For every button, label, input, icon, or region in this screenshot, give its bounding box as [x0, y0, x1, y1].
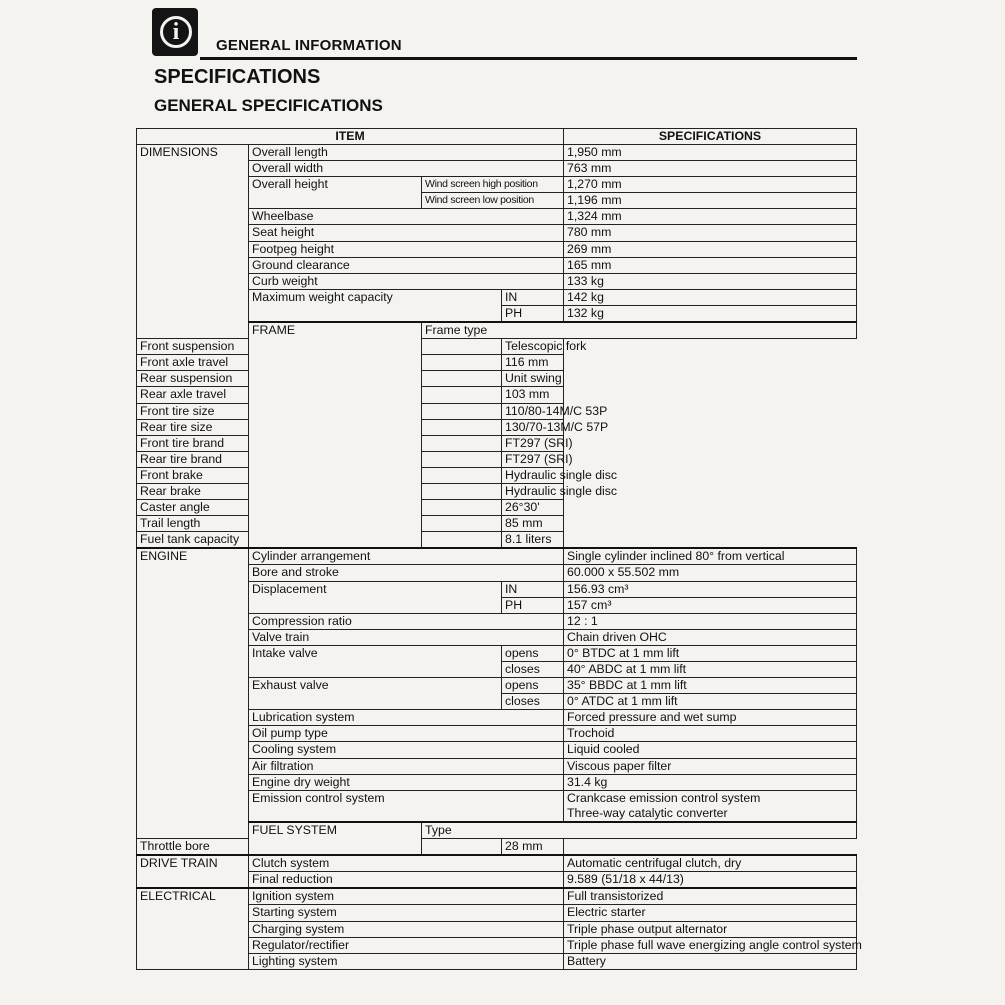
spec-value: Electric starter	[564, 905, 857, 921]
table-row	[137, 403, 857, 419]
spec-value: Triple phase full wave energizing angle control system	[564, 937, 857, 953]
info-icon: i	[152, 8, 198, 56]
item-label: Frame type	[422, 322, 857, 339]
sub-label: PH	[502, 597, 564, 613]
item-label: Exhaust valve	[249, 678, 502, 710]
item-label: Intake valve	[249, 645, 502, 677]
spec-value: Trochoid	[564, 726, 857, 742]
item-label: Wheelbase	[249, 209, 564, 225]
spec-value: 1,270 mm	[564, 177, 857, 193]
section-header: GENERAL INFORMATION	[216, 37, 402, 54]
col-spec-header: SPECIFICATIONS	[564, 129, 857, 145]
item-label: Clutch system	[249, 855, 564, 872]
sub-label: opens	[502, 678, 564, 694]
spec-value: 780 mm	[564, 225, 857, 241]
group-electrical: ELECTRICAL	[137, 888, 249, 969]
item-label: Front axle travel	[137, 355, 502, 371]
item-label: Regulator/rectifier	[249, 937, 564, 953]
item-label: Oil pump type	[249, 726, 564, 742]
table-row	[137, 839, 857, 856]
spec-value: Triple phase output alternator	[564, 921, 857, 937]
item-label: Emission control system	[249, 790, 564, 822]
spec-value: 110/80-14M/C 53P	[502, 403, 564, 419]
sub-label: closes	[502, 662, 564, 678]
header-rule	[200, 57, 857, 60]
spec-value: Viscous paper filter	[564, 758, 857, 774]
item-label: Air filtration	[249, 758, 564, 774]
item-label: Rear tire brand	[137, 451, 502, 467]
spec-value: FT297 (SRI)	[502, 451, 564, 467]
item-label: Front tire size	[137, 403, 502, 419]
item-label: Charging system	[249, 921, 564, 937]
item-label: Lighting system	[249, 953, 564, 969]
item-label: Rear suspension	[137, 371, 502, 387]
table-row	[137, 516, 857, 532]
table-row	[137, 451, 857, 467]
spec-value: Unit swing	[502, 371, 564, 387]
item-label: Ignition system	[249, 888, 564, 905]
sub-label: Wind screen low position	[422, 193, 564, 209]
item-label: Bore and stroke	[249, 565, 564, 581]
spec-value: Automatic centrifugal clutch, dry	[564, 855, 857, 872]
item-label: Lubrication system	[249, 710, 564, 726]
spec-value: 31.4 kg	[564, 774, 857, 790]
spec-value: Single cylinder inclined 80° from vertical	[564, 548, 857, 565]
sub-label: closes	[502, 694, 564, 710]
table-row	[137, 532, 857, 549]
spec-value: Hydraulic single disc	[502, 467, 564, 483]
sub-label: opens	[502, 645, 564, 661]
item-label: Cooling system	[249, 742, 564, 758]
item-label: Maximum weight capacity	[249, 289, 502, 322]
item-label: Front suspension	[137, 339, 502, 355]
sub-label: IN	[502, 289, 564, 305]
spec-value: 103 mm	[502, 387, 564, 403]
spec-value: FT297 (SRI)	[502, 435, 564, 451]
table-row	[137, 387, 857, 403]
item-label: Rear axle travel	[137, 387, 502, 403]
table-row	[137, 855, 857, 872]
spec-value: Full transistorized	[564, 888, 857, 905]
table-row	[137, 548, 857, 565]
item-label: Overall length	[249, 145, 564, 161]
item-label: Rear brake	[137, 483, 502, 499]
table-row	[137, 888, 857, 905]
table-row	[137, 145, 857, 161]
spec-value: 1,196 mm	[564, 193, 857, 209]
spec-value: Chain driven OHC	[564, 629, 857, 645]
table-row	[137, 483, 857, 499]
table-row	[137, 500, 857, 516]
group-engine: ENGINE	[137, 548, 249, 838]
spec-value: 60.000 x 55.502 mm	[564, 565, 857, 581]
page-title: SPECIFICATIONS	[154, 66, 321, 88]
item-label: Curb weight	[249, 273, 564, 289]
item-label: Cylinder arrangement	[249, 548, 564, 565]
table-row	[137, 435, 857, 451]
spec-value: 40° ABDC at 1 mm lift	[564, 662, 857, 678]
spec-value: Forced pressure and wet sump	[564, 710, 857, 726]
spec-value: 26°30'	[502, 500, 564, 516]
spec-value: 156.93 cm³	[564, 581, 857, 597]
spec-value: Telescopic fork	[502, 339, 564, 355]
spec-value: 132 kg	[564, 305, 857, 322]
item-label: Starting system	[249, 905, 564, 921]
sub-label: IN	[502, 581, 564, 597]
spec-value: 130/70-13M/C 57P	[502, 419, 564, 435]
table-row	[137, 467, 857, 483]
spec-value: Crankcase emission control system	[564, 790, 857, 806]
spec-value: 1,324 mm	[564, 209, 857, 225]
spec-value: 85 mm	[502, 516, 564, 532]
table-row	[137, 355, 857, 371]
spec-value: 9.589 (51/18 x 44/13)	[564, 872, 857, 889]
item-label: Compression ratio	[249, 613, 564, 629]
item-label: Caster angle	[137, 500, 502, 516]
specifications-table	[136, 128, 862, 970]
item-label: Ground clearance	[249, 257, 564, 273]
group-frame: FRAME	[249, 322, 422, 548]
spec-value: 165 mm	[564, 257, 857, 273]
spec-value: 0° BTDC at 1 mm lift	[564, 645, 857, 661]
spec-value: 1,950 mm	[564, 145, 857, 161]
item-label: Front tire brand	[137, 435, 502, 451]
spec-value: 28 mm	[502, 839, 564, 856]
group-dimensions: DIMENSIONS	[137, 145, 249, 339]
spec-value: 35° BBDC at 1 mm lift	[564, 678, 857, 694]
item-label: Front brake	[137, 467, 502, 483]
col-item-header: ITEM	[137, 129, 564, 145]
spec-value: 8.1 liters	[502, 532, 564, 549]
spec-value: 0° ATDC at 1 mm lift	[564, 694, 857, 710]
item-label: Throttle bore	[137, 839, 502, 856]
item-label: Overall width	[249, 161, 564, 177]
table-row	[137, 371, 857, 387]
sub-label: PH	[502, 305, 564, 322]
spec-value: 269 mm	[564, 241, 857, 257]
spec-value: Liquid cooled	[564, 742, 857, 758]
spec-value: 142 kg	[564, 289, 857, 305]
spec-value: Three-way catalytic converter	[564, 806, 857, 822]
item-label: Overall height	[249, 177, 422, 209]
spec-value: 116 mm	[502, 355, 564, 371]
item-label: Type	[422, 822, 857, 839]
table-row	[137, 339, 857, 355]
group-drive-train: DRIVE TRAIN	[137, 855, 249, 888]
table-header-row	[137, 129, 857, 145]
item-label: Seat height	[249, 225, 564, 241]
spec-value: 157 cm³	[564, 597, 857, 613]
item-label: Rear tire size	[137, 419, 502, 435]
sub-label: Wind screen high position	[422, 177, 564, 193]
item-label: Trail length	[137, 516, 502, 532]
spec-value: 133 kg	[564, 273, 857, 289]
item-label: Footpeg height	[249, 241, 564, 257]
page-subtitle: GENERAL SPECIFICATIONS	[154, 96, 383, 115]
spec-value: Hydraulic single disc	[502, 483, 564, 499]
spec-value: 12 : 1	[564, 613, 857, 629]
item-label: Final reduction	[249, 872, 564, 889]
item-label: Engine dry weight	[249, 774, 564, 790]
item-label: Displacement	[249, 581, 502, 613]
spec-value: Battery	[564, 953, 857, 969]
group-fuel-system: FUEL SYSTEM	[249, 822, 422, 855]
spec-value: 763 mm	[564, 161, 857, 177]
item-label: Valve train	[249, 629, 564, 645]
table-row	[137, 419, 857, 435]
item-label: Fuel tank capacity	[137, 532, 502, 549]
